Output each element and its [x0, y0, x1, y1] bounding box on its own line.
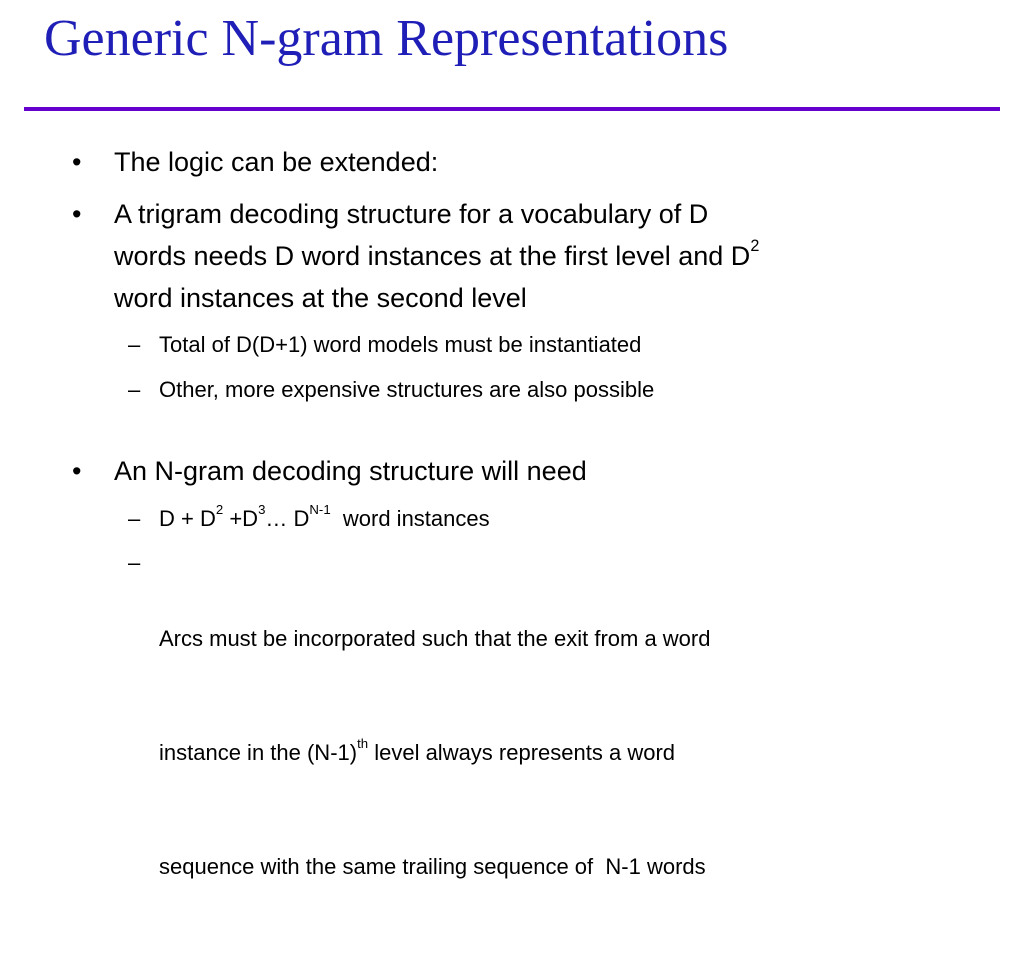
bullet-text — [114, 193, 914, 319]
bullet-line: word instances at the second level — [114, 283, 527, 313]
bullet-line: A trigram decoding structure for a vocabulary of D — [114, 199, 709, 229]
bullet-marker: • — [72, 199, 82, 229]
bullet-line — [114, 235, 914, 277]
superscript: 2 — [215, 502, 224, 518]
superscript: 3 — [258, 502, 266, 518]
bullet-text: An N-gram decoding structure will need — [114, 456, 587, 486]
sub-bullet-line: Arcs must be incorporated such that the exit from a word — [159, 626, 711, 651]
formula-text: D + D — [159, 506, 216, 531]
sub-bullet-text — [159, 544, 919, 962]
sub-bullet-line: sequence with the same trailing sequence of N-1 words — [159, 854, 706, 879]
bullet-marker: • — [72, 147, 82, 177]
sub-bullet-text: Other, more expensive structures are also possible — [159, 377, 655, 402]
sub-bullet-line-text: level always represents a word — [368, 740, 676, 765]
sub-bullet-marker: – — [128, 550, 141, 575]
sub-bullet-line-text: instance in the (N-1) — [159, 740, 358, 765]
formula-text: word instances — [330, 506, 490, 531]
bullet-text: The logic can be extended: — [114, 147, 439, 177]
formula-text: … D — [265, 506, 310, 531]
sub-bullet-marker: – — [128, 506, 141, 531]
superscript: th — [357, 736, 369, 752]
superscript: N-1 — [309, 502, 331, 518]
sub-bullet-text: Total of D(D+1) word models must be instantiated — [159, 332, 642, 357]
sub-bullet-formula — [159, 500, 919, 538]
title-divider — [24, 107, 1000, 111]
bullet-marker: • — [72, 456, 82, 486]
slide-title: Generic N-gram Representations — [44, 10, 729, 67]
formula-text: +D — [223, 506, 259, 531]
sub-bullet-marker: – — [128, 332, 141, 357]
sub-bullet-marker: – — [128, 377, 141, 402]
sub-bullet-line — [159, 734, 919, 772]
superscript: 2 — [750, 236, 760, 255]
bullet-line-text: words needs D word instances at the first level and D — [114, 241, 751, 271]
